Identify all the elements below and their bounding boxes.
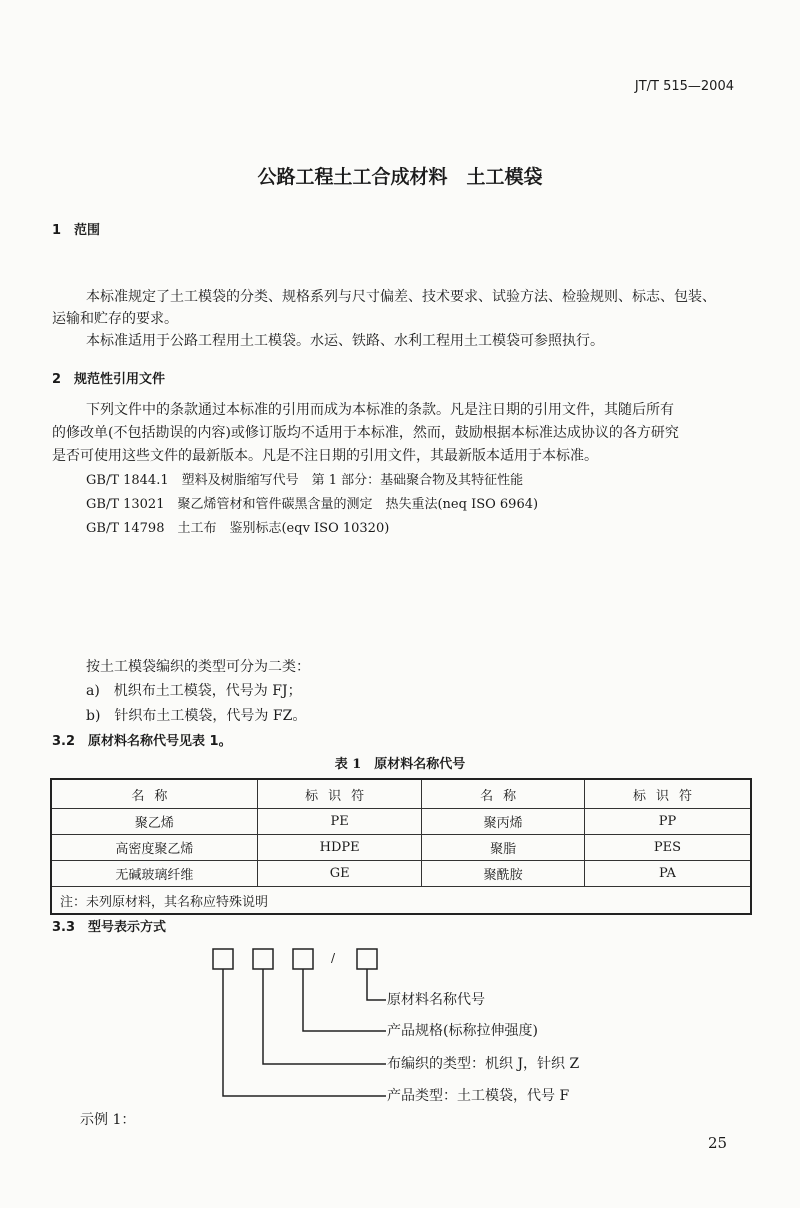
section-2-heading: 2 规范性引用文件 xyxy=(52,372,166,387)
leader-line xyxy=(367,969,386,1000)
diagram-label: 产品类型：土工模袋，代号 F xyxy=(387,1088,570,1104)
paragraph: 是否可使用这些文件的最新版本。凡是不注日期的引用文件，其最新版本适用于本标准。 xyxy=(52,448,598,464)
reference-item: GB/T 1844.1 塑料及树脂缩写代号 第 1 部分：基础聚合物及其特征性能 xyxy=(86,473,524,488)
table-cell: PE xyxy=(257,809,422,835)
table-cell: 聚乙烯 xyxy=(51,809,257,835)
list-item: b) 针织布土工模袋，代号为 FZ。 xyxy=(86,708,307,724)
section-3-3-heading: 3.3 型号表示方式 xyxy=(52,920,167,935)
header-cell: 名称 xyxy=(422,779,585,809)
code-box-product-type xyxy=(213,949,233,969)
table-cell: PES xyxy=(584,835,751,861)
diagram-label: 布编织的类型：机织 J，针织 Z xyxy=(387,1056,580,1072)
paragraph: 下列文件中的条款通过本标准的引用而成为本标准的条款。凡是注日期的引用文件，其随后所有 xyxy=(86,402,674,418)
table-cell: 聚脂 xyxy=(422,835,585,861)
leader-line xyxy=(223,969,386,1096)
table-cell: PA xyxy=(584,861,751,887)
standard-number: JT/T 515—2004 xyxy=(634,79,734,94)
list-item: a) 机织布土工模袋，代号为 FJ； xyxy=(86,683,302,699)
table-cell: 聚丙烯 xyxy=(422,809,585,835)
paragraph: 运输和贮存的要求。 xyxy=(52,311,178,327)
header-cell: 标识符 xyxy=(257,779,422,809)
paragraph: 本标准适用于公路工程用土工模袋。水运、铁路、水利工程用土工模袋可参照执行。 xyxy=(86,333,604,349)
table-cell: GE xyxy=(257,861,422,887)
paragraph: 的修改单(不包括勘误的内容)或修订版均不适用于本标准，然而，鼓励根据本标准达成协议的各方研究 xyxy=(52,425,679,441)
code-box-spec xyxy=(293,949,313,969)
section-3-2-heading: 3.2 原材料名称代号见表 1。 xyxy=(52,734,232,749)
paragraph: 按土工模袋编织的类型可分为二类： xyxy=(86,659,310,675)
table-cell: 无碱玻璃纤维 xyxy=(51,861,257,887)
table-cell: PP xyxy=(584,809,751,835)
diagram-label: 产品规格(标称拉伸强度) xyxy=(387,1023,538,1039)
code-box-material xyxy=(357,949,377,969)
table-cell: 聚酰胺 xyxy=(422,861,585,887)
code-box-weave-type xyxy=(253,949,273,969)
example-label: 示例 1： xyxy=(80,1112,136,1128)
table-cell: HDPE xyxy=(257,835,422,861)
reference-item: GB/T 14798 土工布 鉴别标志(eqv ISO 10320) xyxy=(86,521,390,536)
table-cell: 高密度聚乙烯 xyxy=(51,835,257,861)
reference-item: GB/T 13021 聚乙烯管材和管件碳黑含量的测定 热失重法(neq ISO 6964) xyxy=(86,497,539,512)
header-cell: 名称 xyxy=(51,779,257,809)
slash: / xyxy=(331,951,336,965)
table-note: 注：未列原材料，其名称应特殊说明 xyxy=(51,887,751,915)
section-1-heading: 1 范围 xyxy=(52,223,101,238)
page-number: 25 xyxy=(708,1134,728,1152)
paragraph: 本标准规定了土工模袋的分类、规格系列与尺寸偏差、技术要求、试验方法、检验规则、标志、包装、 xyxy=(86,289,716,305)
page-title: 公路工程土工合成材料 土工模袋 xyxy=(257,166,543,188)
table-caption: 表 1 原材料名称代号 xyxy=(334,757,466,772)
header-cell: 标识符 xyxy=(584,779,751,809)
diagram-label: 原材料名称代号 xyxy=(387,992,485,1008)
